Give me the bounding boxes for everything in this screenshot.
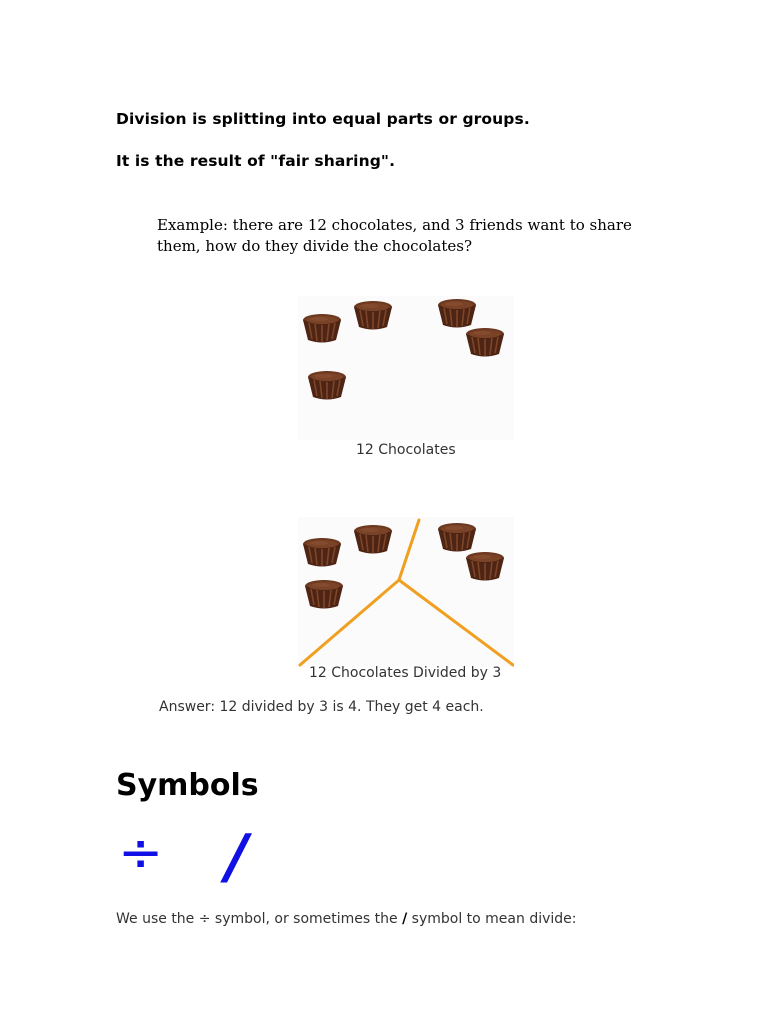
chocolate-cup-icon (303, 314, 341, 343)
figure-caption-1: 12 Chocolates (356, 442, 456, 458)
symbol-note-prefix: We use the ÷ symbol, or sometimes the (116, 911, 403, 927)
symbol-note-suffix: symbol to mean divide: (407, 911, 577, 927)
chocolate-cup-icon (308, 371, 346, 400)
example-line-1: Example: there are 12 chocolates, and 3 friends want to share (157, 216, 632, 234)
symbol-note-slash: / (402, 911, 408, 927)
chocolate-cup-icon (354, 301, 392, 330)
slash-symbol: / (226, 822, 248, 892)
chocolates-figure (298, 296, 514, 440)
symbol-note (116, 911, 577, 927)
chocolate-cup-icon (305, 580, 343, 609)
symbols-heading: Symbols (116, 768, 259, 803)
intro-definition: Division is splitting into equal parts or groups. (116, 110, 530, 128)
intro-fair-sharing: It is the result of "fair sharing". (116, 152, 396, 170)
divide-symbol: ÷ (118, 821, 164, 884)
example-text (157, 215, 677, 257)
divider-line-top (399, 520, 419, 580)
chocolate-cup-icon (466, 552, 504, 581)
chocolate-cup-icon (438, 299, 476, 328)
chocolate-cup-icon (354, 525, 392, 554)
chocolates-illustration (298, 296, 514, 440)
chocolate-cup-icon (438, 523, 476, 552)
answer-text: Answer: 12 divided by 3 is 4. They get 4 each. (159, 699, 484, 715)
chocolates-divided-figure (298, 517, 514, 667)
example-line-2: them, how do they divide the chocolates? (157, 237, 472, 255)
figure-caption-2: 12 Chocolates Divided by 3 (309, 665, 502, 681)
chocolate-cup-icon (303, 538, 341, 567)
chocolates-divided-illustration (298, 517, 514, 667)
chocolate-cup-icon (466, 328, 504, 357)
divider-line-right (399, 580, 513, 665)
